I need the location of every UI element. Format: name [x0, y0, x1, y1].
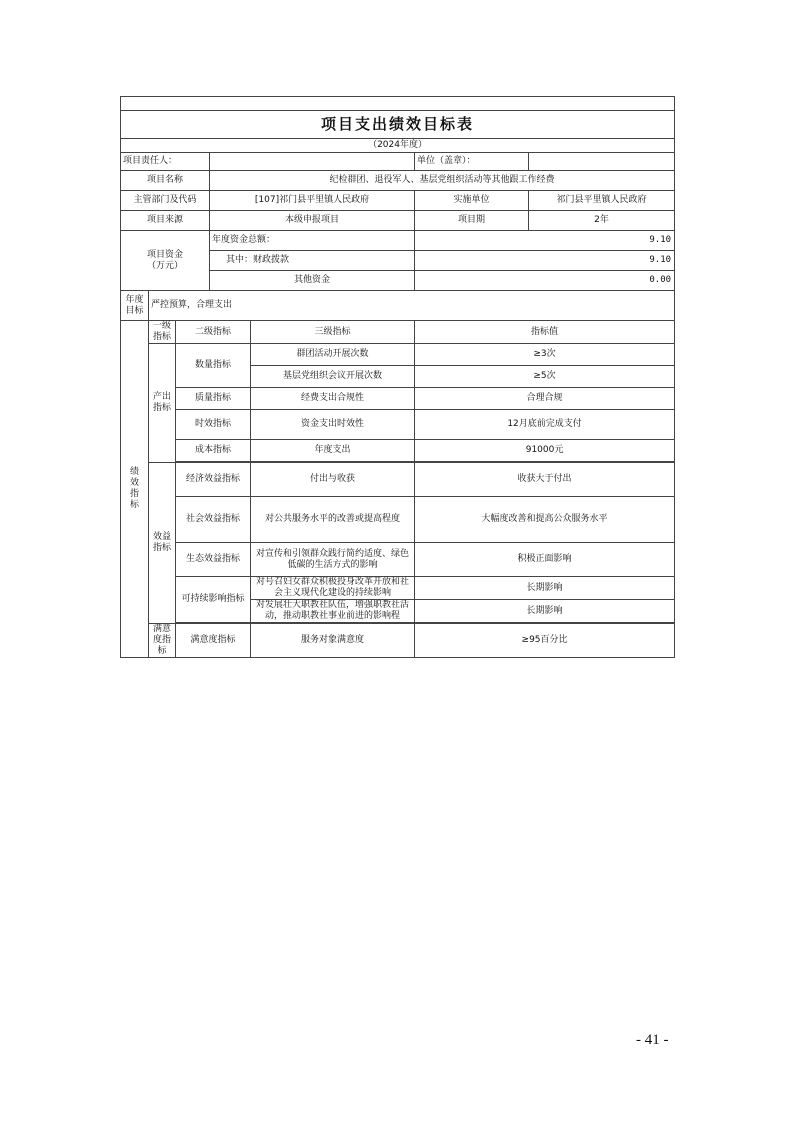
fiscal-year: （2024年度）	[121, 139, 675, 153]
table-row-value: ≥3次	[415, 344, 675, 366]
satisfaction-name: 服务对象满意度	[251, 624, 415, 658]
level1-header: 一级指标	[149, 321, 176, 344]
table-row-value: 长期影响	[415, 600, 675, 623]
indicator-value-header: 指标值	[415, 321, 675, 344]
satisfaction-value: ≥95百分比	[415, 624, 675, 658]
implementing-unit-label: 实施单位	[415, 191, 529, 211]
ecological-name: 对宣传和引领群众践行简约适度、绿色低碳的生活方式的影响	[251, 543, 415, 577]
quantity-indicator: 数量指标	[176, 344, 251, 388]
annual-goal-value: 严控预算，合理支出	[149, 291, 675, 321]
satisfaction-indicator: 满意度指标	[176, 624, 251, 658]
funds-label-line2: （万元）	[146, 260, 183, 271]
page-number: - 41 -	[636, 1032, 669, 1048]
table-row-name: 对号召妇女群众积极投身改革开放和社会主义现代化建设的持续影响	[251, 577, 415, 600]
other-funds-label: 其他资金	[210, 271, 415, 291]
social-indicator: 社会效益指标	[176, 497, 251, 543]
total-funds-value: 9.10	[415, 231, 675, 251]
responsible-person-label: 项目责任人：	[121, 153, 210, 171]
sustainable-indicator: 可持续影响指标	[176, 577, 251, 623]
benefit-indicators-label: 效益指标	[149, 463, 176, 624]
economic-indicator: 经济效益指标	[176, 463, 251, 497]
project-period-value: 2年	[529, 211, 675, 231]
funds-label-line1: 项目资金	[146, 249, 183, 260]
unit-seal-label: 单位（盖章）：	[415, 153, 529, 171]
output-indicators-label: 产出指标	[149, 344, 176, 463]
satisfaction-indicators-label: 满意度指标	[149, 624, 176, 658]
project-source-label: 项目来源	[121, 211, 210, 231]
annual-goal-label: 年度目标	[121, 291, 149, 321]
cost-name: 年度支出	[251, 440, 415, 462]
timeliness-value: 12月底前完成支付	[415, 410, 675, 440]
ecological-value: 积极正面影响	[415, 543, 675, 577]
quality-value: 合理合规	[415, 388, 675, 410]
timeliness-indicator: 时效指标	[176, 410, 251, 440]
project-period-label: 项目期	[415, 211, 529, 231]
quality-indicator: 质量指标	[176, 388, 251, 410]
social-name: 对公共服务水平的改善或提高程度	[251, 497, 415, 543]
table-row-value: 长期影响	[415, 577, 675, 600]
cost-indicator: 成本指标	[176, 440, 251, 462]
implementing-unit-value: 祁门县平里镇人民政府	[529, 191, 675, 211]
economic-name: 付出与收获	[251, 463, 415, 497]
performance-indicators-label: 绩效指标	[121, 321, 149, 658]
total-funds-label: 年度资金总额：	[210, 231, 415, 251]
project-name-value: 纪检群团、退役军人、基层党组织活动等其他跟工作经费	[210, 171, 675, 191]
performance-target-table	[120, 96, 675, 658]
table-row-name: 群团活动开展次数	[251, 344, 415, 366]
project-funds-label	[121, 231, 210, 291]
table-title: 项目支出绩效目标表	[121, 111, 675, 139]
project-source-value: 本级申报项目	[210, 211, 415, 231]
social-value: 大幅度改善和提高公众服务水平	[415, 497, 675, 543]
project-name-label: 项目名称	[121, 171, 210, 191]
department-value: [107]祁门县平里镇人民政府	[210, 191, 415, 211]
table-row-name: 对发展壮大职教社队伍，增强职教社活动，推动职教社事业前进的影响程	[251, 600, 415, 623]
level2-header: 二级指标	[176, 321, 251, 344]
timeliness-name: 资金支出时效性	[251, 410, 415, 440]
ecological-indicator: 生态效益指标	[176, 543, 251, 577]
economic-value: 收获大于付出	[415, 463, 675, 497]
fiscal-funds-label: 其中：财政拨款	[210, 251, 415, 271]
table-row-name: 基层党组织会议开展次数	[251, 366, 415, 388]
level3-header: 三级指标	[251, 321, 415, 344]
table-row-value: ≥5次	[415, 366, 675, 388]
cost-value: 91000元	[415, 440, 675, 462]
fiscal-funds-value: 9.10	[415, 251, 675, 271]
department-label: 主管部门及代码	[121, 191, 210, 211]
quality-name: 经费支出合规性	[251, 388, 415, 410]
other-funds-value: 0.00	[415, 271, 675, 291]
